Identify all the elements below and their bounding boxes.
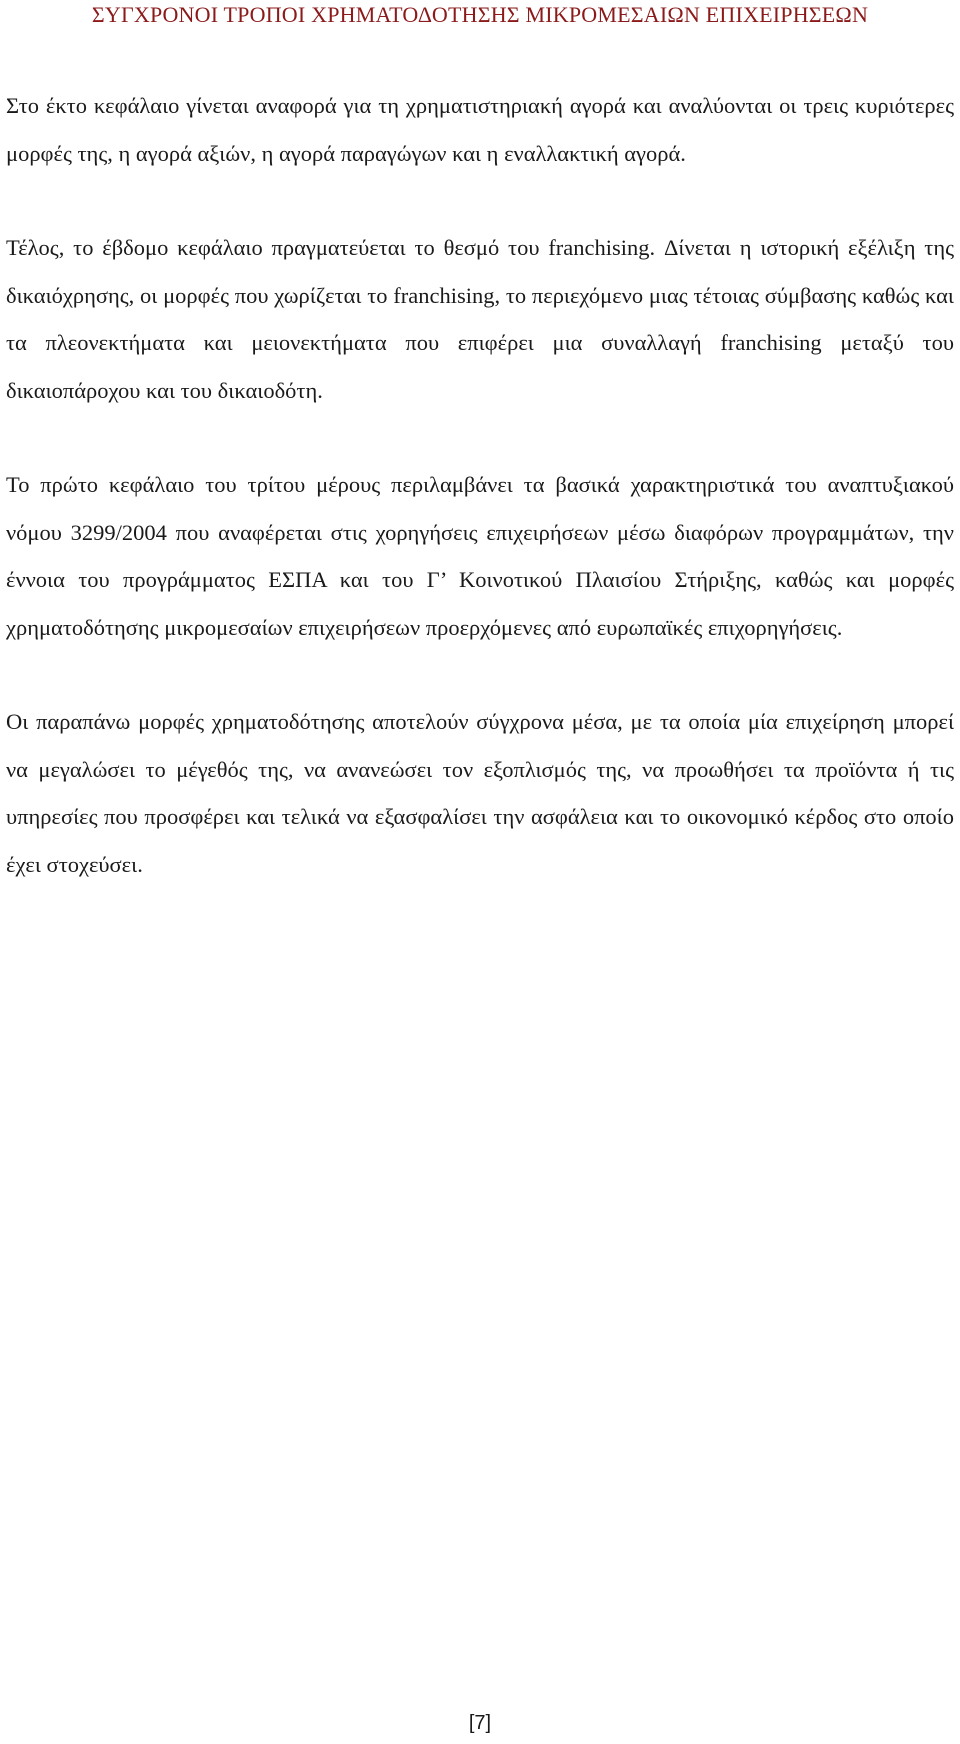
page-number: [7]	[468, 1712, 492, 1734]
document-body	[6, 82, 954, 935]
paragraph-chapter-seven-franchising: Τέλος, το έβδομο κεφάλαιο πραγματεύεται το θεσμό του franchising. Δίνεται η ιστορική εξέλιξη της δικαιόχρησης, οι μορφές που χωρίζεται το franchising, το περιεχόμενο μιας τέτοιας σύμβασης καθώς και τα πλεονεκτήματα και μειονεκτήματα που επιφέρει μια συναλλαγή franchising μεταξύ του δικαιοπάροχου και του δικαιοδότη.	[6, 235, 954, 403]
paragraph-conclusion: Οι παραπάνω μορφές χρηματοδότησης αποτελούν σύγχρονα μέσα, με τα οποία μία επιχείρηση μπορεί να μεγαλώσει το μέγεθός της, να ανανεώσει τον εξοπλισμός της, να προωθήσει τα προϊόντα ή τις υπηρεσίες που προσφέρει και τελικά να εξασφαλίσει την ασφάλεια και το οικονομικό κέρδος στο οποίο έχει στοχεύσει.	[6, 709, 954, 877]
paragraph-chapter-six: Στο έκτο κεφάλαιο γίνεται αναφορά για τη χρηματιστηριακή αγορά και αναλύονται οι τρεις κυριότερες μορφές της, η αγορά αξιών, η αγορά παραγώγων και η εναλλακτική αγορά.	[6, 93, 954, 166]
paragraph-part-three-chapter-one: Το πρώτο κεφάλαιο του τρίτου μέρους περιλαμβάνει τα βασικά χαρακτηριστικά του αναπτυξιακού νόμου 3299/2004 που αναφέρεται στις χορηγήσεις επιχειρήσεων μέσω διαφόρων προγραμμάτων, την έννοια του προγράμματος ΕΣΠΑ και του Γ’ Κοινοτικού Πλαισίου Στήριξης, καθώς και μορφές χρηματοδότησης μικρομεσαίων επιχειρήσεων προερχόμενες από ευρωπαϊκές επιχορηγήσεις.	[6, 472, 954, 640]
running-header: ΣΥΓΧΡΟΝΟΙ ΤΡΟΠΟΙ ΧΡΗΜΑΤΟΔΟΤΗΣΗΣ ΜΙΚΡΟΜΕΣΑΙΩΝ ΕΠΙΧΕΙΡΗΣΕΩΝ	[91, 2, 869, 27]
